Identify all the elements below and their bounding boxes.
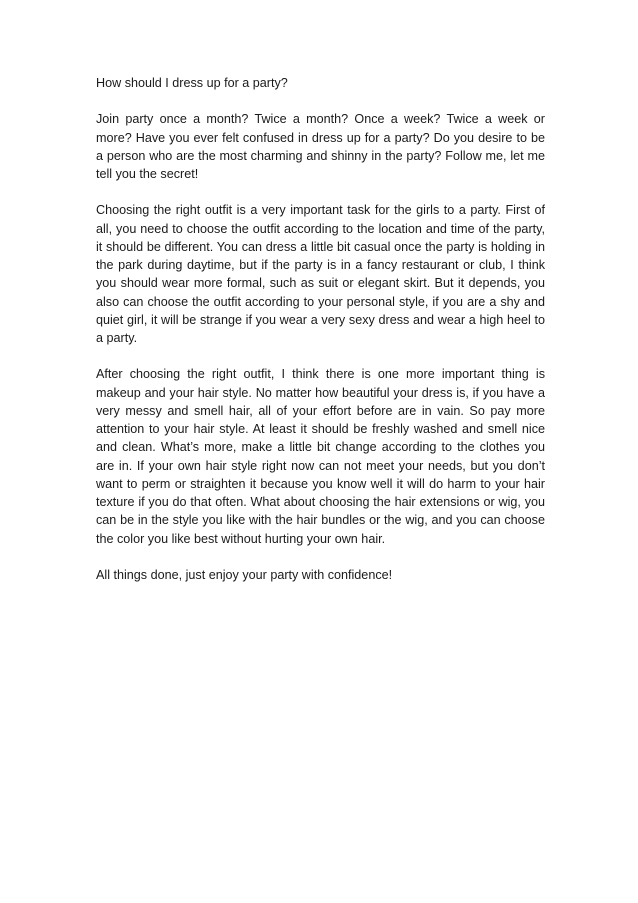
paragraph-intro: Join party once a month? Twice a month? Once a week? Twice a week or more? Have you ever felt confused in dress up for a party? Do you desire to be a person who are the most charming and shinny in the party? Follow me, let me tell you the secret! xyxy=(96,112,545,181)
document-title: How should I dress up for a party? xyxy=(96,76,288,90)
paragraph-hair: After choosing the right outfit, I think there is one more important thing is makeup and your hair style. No matter how beautiful your dress is, if you have a very messy and smell hair, all of your effort before are in vain. So pay more attention to your hair style. At least it should be freshly washed and smell nice and clean. What’s more, make a little bit change according to the clothes you are in. If your own hair style right now can not meet your needs, but you don’t want to perm or straighten it because you know well it will do harm to your hair texture if you do that often. What about choosing the hair extensions or wig, you can be in the style you like with the hair bundles or the wig, and you can choose the color you like best without hurting your own hair. xyxy=(96,367,545,546)
paragraph-closing: All things done, just enjoy your party with confidence! xyxy=(96,567,393,582)
document-page xyxy=(96,74,545,602)
paragraph-outfit: Choosing the right outfit is a very important task for the girls to a party. First of all, you need to choose the outfit according to the location and time of the party, it should be different. You can dress a little bit casual once the party is holding in the park during daytime, but if the party is in a fancy restaurant or club, I think you should wear more formal, such as suit or elegant skirt. But it depends, you also can choose the outfit according to your personal style, if you are a shy and quiet girl, it will be strange if you wear a very sexy dress and wear a high heel to a party. xyxy=(96,203,545,345)
